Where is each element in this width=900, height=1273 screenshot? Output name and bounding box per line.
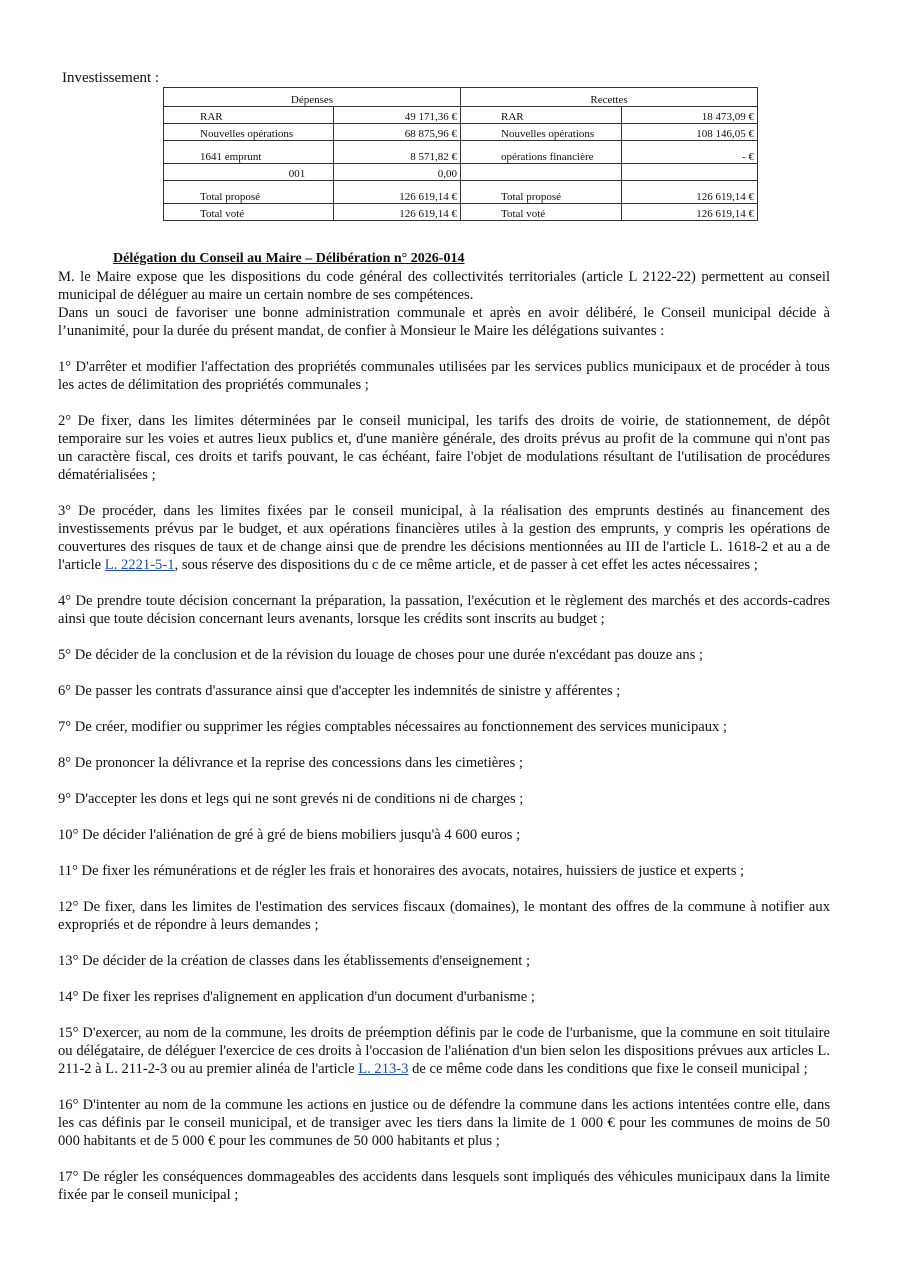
table-row [164, 124, 758, 141]
depenses-value: 126 619,14 € [334, 181, 461, 204]
recettes-label: opérations financière [461, 141, 622, 164]
recettes-label: Total voté [461, 204, 622, 221]
depenses-label: RAR [164, 107, 334, 124]
header-recettes: Recettes [461, 88, 758, 107]
investment-label: Investissement : [62, 70, 160, 86]
item-15-text-b: de ce même code dans les conditions que fixe le conseil municipal ; [408, 1061, 808, 1077]
depenses-label: 001 [164, 164, 334, 181]
depenses-label: Total voté [164, 204, 334, 221]
table-header-row [164, 88, 758, 107]
intro-paragraph-2: Dans un souci de favoriser une bonne administration communale et après en avoir délibéré, le Conseil municipal décide à l’unanimité, pour la durée du présent mandat, de confier à Monsieur le Maire les délégations suivantes : [58, 305, 830, 339]
article-link-l213[interactable]: L. 213-3 [358, 1061, 409, 1077]
recettes-label [461, 164, 622, 181]
depenses-value: 0,00 [334, 164, 461, 181]
table-row [164, 141, 758, 164]
delegation-item-6: 6° De passer les contrats d'assurance ainsi que d'accepter les indemnités de sinistre y afférentes ; [58, 683, 621, 699]
depenses-value: 8 571,82 € [334, 141, 461, 164]
item-15-text-a: 15° D'exercer, au nom de la commune, les droits de préemption définis par le code de l'urbanisme, que la commune en soit titulaire ou délégataire, de déléguer l'exercice de ces droits à l'occasion de l'aliénation d'un bien selon les dispositions prévues aux articles L. 211-2 à L. 211-2-3 ou au premier alinéa de l'article [58, 1025, 830, 1077]
delegation-item-8: 8° De prononcer la délivrance et la reprise des concessions dans les cimetières ; [58, 755, 523, 771]
delegation-item-10: 10° De décider l'aliénation de gré à gré de biens mobiliers jusqu'à 4 600 euros ; [58, 827, 521, 843]
delegation-item-2: 2° De fixer, dans les limites déterminées par le conseil municipal, les tarifs des droits de voirie, de stationnement, de dépôt temporaire sur les voies et autres lieux publics et, d'une manière générale, des droits prévus au profit de la commune qui n'ont pas un caractère fiscal, ces droits et tarifs pouvant, le cas échéant, faire l'objet de modulations résultant de l'utilisation de procédures dématérialisées ; [58, 413, 830, 483]
delegation-item-3 [58, 502, 830, 574]
deliberation-title: Délégation du Conseil au Maire – Délibération n° 2026-014 [113, 251, 465, 266]
depenses-value: 49 171,36 € [334, 107, 461, 124]
depenses-value: 126 619,14 € [334, 204, 461, 221]
delegation-item-1: 1° D'arrêter et modifier l'affectation des propriétés communales utilisées par les services publics municipaux et de procéder à tous les actes de délimitation des propriétés communales ; [58, 359, 830, 393]
delegation-item-4: 4° De prendre toute décision concernant la préparation, la passation, l'exécution et le règlement des marchés et des accords-cadres ainsi que toute décision concernant leurs avenants, lorsque les crédits sont inscrits au budget ; [58, 593, 830, 627]
delegation-item-14: 14° De fixer les reprises d'alignement en application d'un document d'urbanisme ; [58, 989, 535, 1005]
depenses-label: Nouvelles opérations [164, 124, 334, 141]
investment-table [163, 87, 758, 221]
header-depenses: Dépenses [164, 88, 461, 107]
recettes-value: 108 146,05 € [622, 124, 758, 141]
delegation-item-15 [58, 1024, 830, 1078]
table-row [164, 181, 758, 204]
recettes-label: Nouvelles opérations [461, 124, 622, 141]
delegation-item-17: 17° De régler les conséquences dommageables des accidents dans lesquels sont impliqués des véhicules municipaux dans la limite fixée par le conseil municipal ; [58, 1169, 830, 1203]
recettes-value: - € [622, 141, 758, 164]
recettes-label: Total proposé [461, 181, 622, 204]
depenses-value: 68 875,96 € [334, 124, 461, 141]
table-row [164, 107, 758, 124]
item-3-text-b: , sous réserve des dispositions du c de ce même article, et de passer à cet effet les actes nécessaires ; [174, 557, 758, 573]
recettes-value: 126 619,14 € [622, 181, 758, 204]
delegation-item-9: 9° D'accepter les dons et legs qui ne sont grevés ni de conditions ni de charges ; [58, 791, 524, 807]
recettes-value: 126 619,14 € [622, 204, 758, 221]
recettes-label: RAR [461, 107, 622, 124]
intro-paragraph-1: M. le Maire expose que les dispositions du code général des collectivités territoriales (article L 2122-22) permettent au conseil municipal de déléguer au maire un certain nombre de ses compétences. [58, 269, 830, 303]
table-row [164, 164, 758, 181]
delegation-item-12: 12° De fixer, dans les limites de l'estimation des services fiscaux (domaines), le montant des offres de la commune à notifier aux expropriés et de répondre à leurs demandes ; [58, 899, 830, 933]
delegation-item-11: 11° De fixer les rémunérations et de régler les frais et honoraires des avocats, notaires, huissiers de justice et experts ; [58, 863, 745, 879]
depenses-label: 1641 emprunt [164, 141, 334, 164]
item-3-text-a: 3° De procéder, dans les limites fixées par le conseil municipal, à la réalisation des emprunts destinés au financement des investissements prévus par le budget, et aux opérations financières utiles à la gestion des emprunts, y compris les opérations de couvertures des risques de taux et de change ainsi que de prendre les décisions mentionnées au III de l'article L. 1618-2 et au a de l'article [58, 503, 830, 573]
depenses-label: Total proposé [164, 181, 334, 204]
deliberation-body [58, 268, 830, 1222]
recettes-value [622, 164, 758, 181]
delegation-item-7: 7° De créer, modifier ou supprimer les régies comptables nécessaires au fonctionnement des services municipaux ; [58, 719, 728, 735]
delegation-item-5: 5° De décider de la conclusion et de la révision du louage de choses pour une durée n'excédant pas douze ans ; [58, 647, 704, 663]
article-link-l2221[interactable]: L. 2221-5-1 [104, 557, 175, 573]
delegation-item-13: 13° De décider de la création de classes dans les établissements d'enseignement ; [58, 953, 531, 969]
recettes-value: 18 473,09 € [622, 107, 758, 124]
delegation-item-16: 16° D'intenter au nom de la commune les actions en justice ou de défendre la commune dans les actions intentées contre elle, dans les cas définis par le conseil municipal, et de transiger avec les tiers dans la limite de 1 000 € pour les communes de moins de 50 000 habitants et de 5 000 € pour les communes de 50 000 habitants et plus ; [58, 1097, 830, 1149]
table-row [164, 204, 758, 221]
